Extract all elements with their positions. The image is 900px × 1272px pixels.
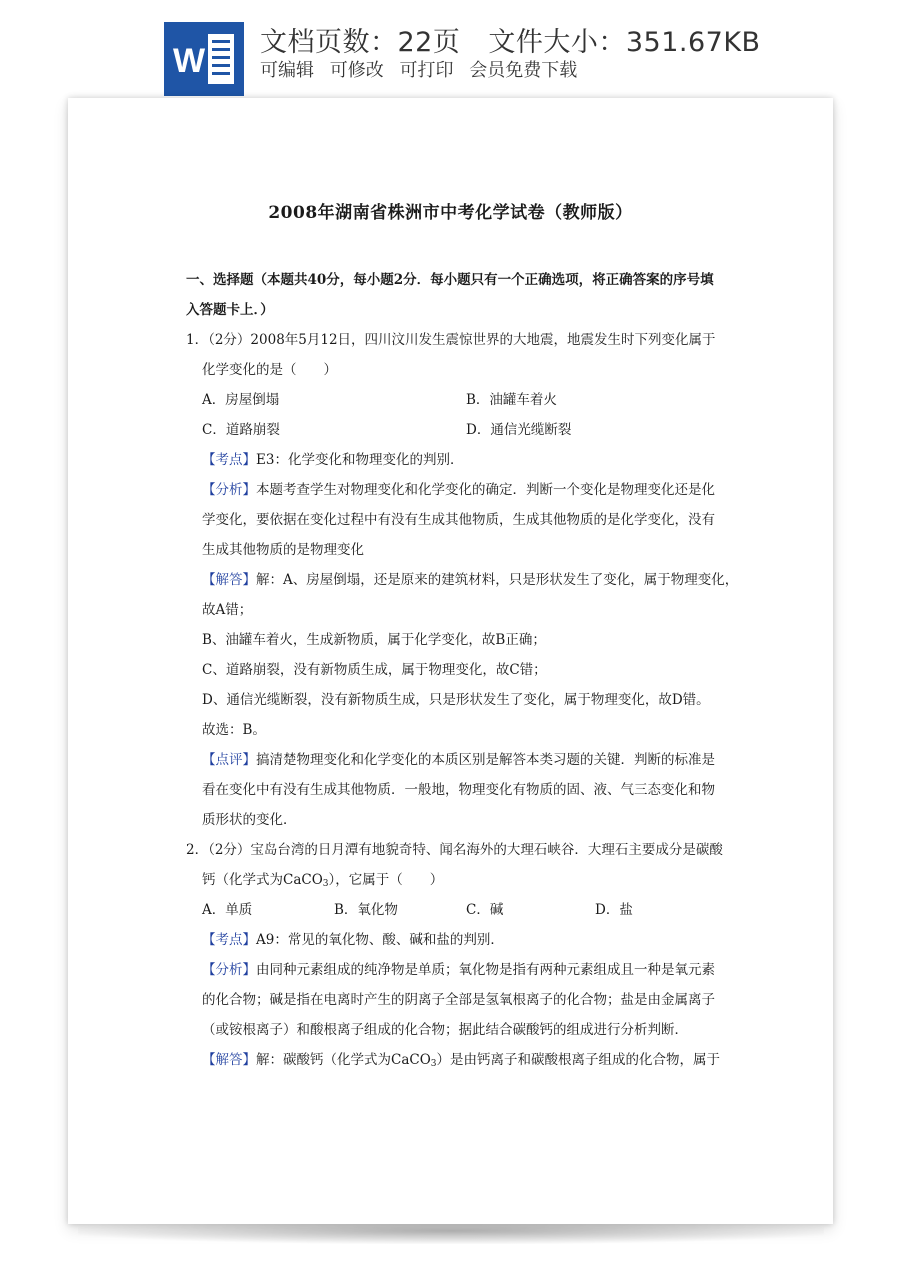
- q1-fenxi-line-3: 生成其他物质的是物理变化: [202, 542, 364, 558]
- file-info: [260, 20, 761, 59]
- q2-option-d: D．盐: [595, 902, 633, 918]
- q1-jieda-line-2: 故A错；: [202, 602, 253, 618]
- q1-jieda-line-6: 故选：B。: [202, 722, 266, 738]
- q2-jieda-tag: 【解答】: [202, 1052, 256, 1068]
- download-banner: [0, 0, 900, 100]
- q2-kaodian: [202, 928, 504, 948]
- q2-kaodian-tag: 【考点】: [202, 932, 256, 948]
- q2-option-c: C．碱: [466, 902, 504, 918]
- q1-option-b: B．油罐车着火: [466, 392, 557, 408]
- q1-fenxi-line-2: 学变化，要依据在变化过程中有没有生成其他物质，生成其他物质的是化学变化，没有: [202, 512, 715, 528]
- q1-fenxi-text-1: 本题考查学生对物理变化和化学变化的确定．判断一个变化是物理变化还是化: [256, 482, 715, 498]
- q1-dianping-tag: 【点评】: [202, 752, 256, 768]
- q1-jieda-line-3: B、油罐车着火，生成新物质，属于化学变化，故B正确；: [202, 632, 546, 648]
- q1-stem-line-1: 1．（2分）2008年5月12日，四川汶川发生震惊世界的大地震，地震发生时下列变化属于: [186, 332, 716, 348]
- q1-jieda-line-5: D、通信光缆断裂，没有新物质生成，只是形状发生了变化，属于物理变化，故D错。: [202, 692, 710, 708]
- q2-jieda-line-1: [202, 1048, 720, 1068]
- q2-fenxi-line-2: 的化合物；碱是指在电离时产生的阴离子全部是氢氧根离子的化合物；盐是由金属离子: [202, 992, 715, 1008]
- q1-option-a: A．房屋倒塌: [202, 392, 280, 408]
- q2-option-a: A．单质: [202, 902, 253, 918]
- q1-option-d: D．通信光缆断裂: [466, 422, 572, 438]
- q1-jieda-line-4: C、道路崩裂，没有新物质生成，属于物理变化，故C错；: [202, 662, 547, 678]
- feature-modifiable: 可修改: [329, 60, 384, 81]
- q2-stem-line-2: [202, 868, 443, 888]
- page-count: 文档页数：22页: [260, 27, 461, 58]
- q1-dianping-line-3: 质形状的变化．: [202, 812, 297, 828]
- q1-jieda-text-1: 解：A、房屋倒塌，还是原来的建筑材料，只是形状发生了变化，属于物理变化，: [256, 572, 739, 588]
- q2-fenxi-line-1: [202, 958, 715, 978]
- q1-kaodian-tag: 【考点】: [202, 452, 256, 468]
- word-icon-letter: W: [172, 42, 206, 80]
- q1-kaodian-text: E3：化学变化和物理变化的判别．: [256, 452, 464, 468]
- q2-kaodian-text: A9：常见的氧化物、酸、碱和盐的判别．: [256, 932, 504, 948]
- word-icon: [164, 22, 244, 96]
- section-heading-line-1: 一、选择题（本题共40分，每小题2分．每小题只有一个正确选项，将正确答案的序号填: [186, 272, 714, 288]
- q2-jieda-post: ）是由钙离子和碳酸根离子组成的化合物，属于: [436, 1052, 721, 1068]
- q2-stem-line-1: 2．（2分）宝岛台湾的日月潭有地貌奇特、闻名海外的大理石峡谷．大理石主要成分是碳酸: [186, 842, 723, 858]
- q2-fenxi-line-3: （或铵根离子）和酸根离子组成的化合物；据此结合碳酸钙的组成进行分析判断．: [202, 1022, 688, 1038]
- q2-stem-post: ），它属于（ ）: [328, 872, 444, 888]
- q1-dianping-line-1: [202, 748, 715, 768]
- q1-dianping-text-1: 搞清楚物理变化和化学变化的本质区别是解答本类习题的关键．判断的标准是: [256, 752, 715, 768]
- q2-option-b: B．氧化物: [334, 902, 398, 918]
- q2-jieda-subscript: 3: [430, 1059, 437, 1069]
- q1-fenxi-tag: 【分析】: [202, 482, 256, 498]
- q1-option-c: C．道路崩裂: [202, 422, 280, 438]
- feature-printable: 可打印: [399, 60, 454, 81]
- feature-list: [260, 56, 587, 82]
- q2-stem-pre: 钙（化学式为CaCO: [202, 872, 323, 888]
- q2-fenxi-tag: 【分析】: [202, 962, 256, 978]
- q2-fenxi-text-1: 由同种元素组成的纯净物是单质；氧化物是指有两种元素组成且一种是氧元素: [256, 962, 715, 978]
- q1-jieda-tag: 【解答】: [202, 572, 256, 588]
- q1-kaodian: [202, 448, 463, 468]
- feature-editable: 可编辑: [260, 60, 314, 81]
- file-size: 文件大小：351.67KB: [488, 27, 761, 58]
- q2-jieda-pre: 解：碳酸钙（化学式为CaCO: [256, 1052, 431, 1068]
- q1-jieda-line-1: [202, 568, 738, 588]
- q1-fenxi-line-1: [202, 478, 715, 498]
- q1-stem-line-2: 化学变化的是（ ）: [202, 362, 337, 378]
- section-heading-line-2: 入答题卡上．）: [186, 302, 274, 318]
- q2-stem-subscript: 3: [322, 879, 329, 889]
- document-page[interactable]: [68, 98, 833, 1224]
- q1-dianping-line-2: 看在变化中有没有生成其他物质．一般地，物理变化有物质的固、液、气三态变化和物: [202, 782, 715, 798]
- document-title: 2008年湖南省株洲市中考化学试卷（教师版）: [268, 203, 633, 223]
- feature-member-download: 会员免费下载: [469, 60, 578, 81]
